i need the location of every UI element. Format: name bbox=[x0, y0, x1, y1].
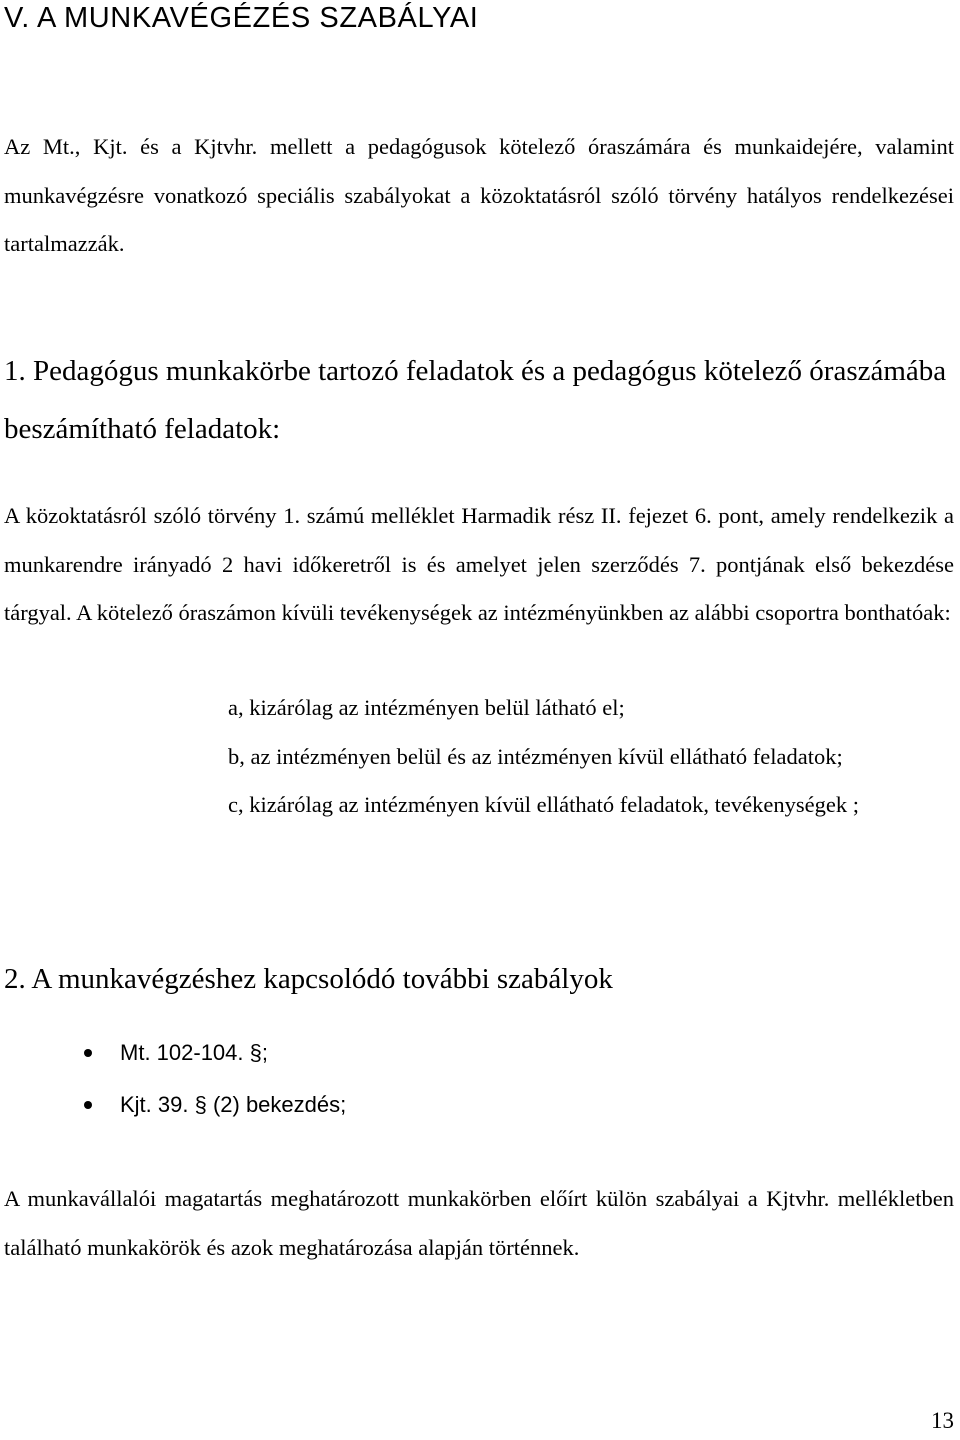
bullet-item bbox=[80, 1079, 346, 1131]
chapter-title: V. A MUNKAVÉGÉZÉS SZABÁLYAI bbox=[4, 2, 479, 34]
list-item: c, kizárólag az intézményen kívül ellátható feladatok, tevékenységek ; bbox=[228, 792, 859, 817]
bullet-text: Kjt. 39. § (2) bekezdés; bbox=[120, 1092, 347, 1117]
closing-paragraph: A munkavállalói magatartás meghatározott munkakörben előírt külön szabályai a Kjtvhr. mellékletben található munkakörök és azok meghatározása alapján történnek. bbox=[4, 1186, 954, 1260]
section-1-heading: 1. Pedagógus munkakörbe tartozó feladatok és a pedagógus kötelező óraszámába beszámítható feladatok: bbox=[4, 355, 947, 445]
bullet-text: Mt. 102-104. §; bbox=[120, 1040, 268, 1065]
section-2-heading: 2. A munkavégzéshez kapcsolódó további szabályok bbox=[4, 963, 613, 995]
bullet-item bbox=[80, 1027, 346, 1079]
regulation-bullet-list bbox=[80, 1027, 346, 1131]
intro-paragraph: Az Mt., Kjt. és a Kjtvhr. mellett a pedagógusok kötelező óraszámára és munkaidejére, valamint munkavégzésre vonatkozó speciális szabályokat a közoktatásról szóló törvény hatályos rendelkezései tartalmazzák. bbox=[4, 134, 954, 256]
section-1-paragraph: A közoktatásról szóló törvény 1. számú melléklet Harmadik rész II. fejezet 6. pont, amely rendelkezik a munkarendre irányadó 2 havi időkeretről is és amelyet jelen szerződés 7. pontjának első bekezdése tárgyal. A kötelező óraszámon kívüli tevékenységek az intézményünkben az alábbi csoportra bonthatóak: bbox=[4, 503, 954, 625]
activity-category-list bbox=[228, 684, 956, 830]
page-number: 13 bbox=[931, 1408, 954, 1433]
bullet-icon bbox=[84, 1101, 92, 1109]
list-item: a, kizárólag az intézményen belül látható el; bbox=[228, 695, 625, 720]
bullet-icon bbox=[84, 1049, 92, 1057]
list-item: b, az intézményen belül és az intézményen kívül ellátható feladatok; bbox=[228, 743, 843, 769]
